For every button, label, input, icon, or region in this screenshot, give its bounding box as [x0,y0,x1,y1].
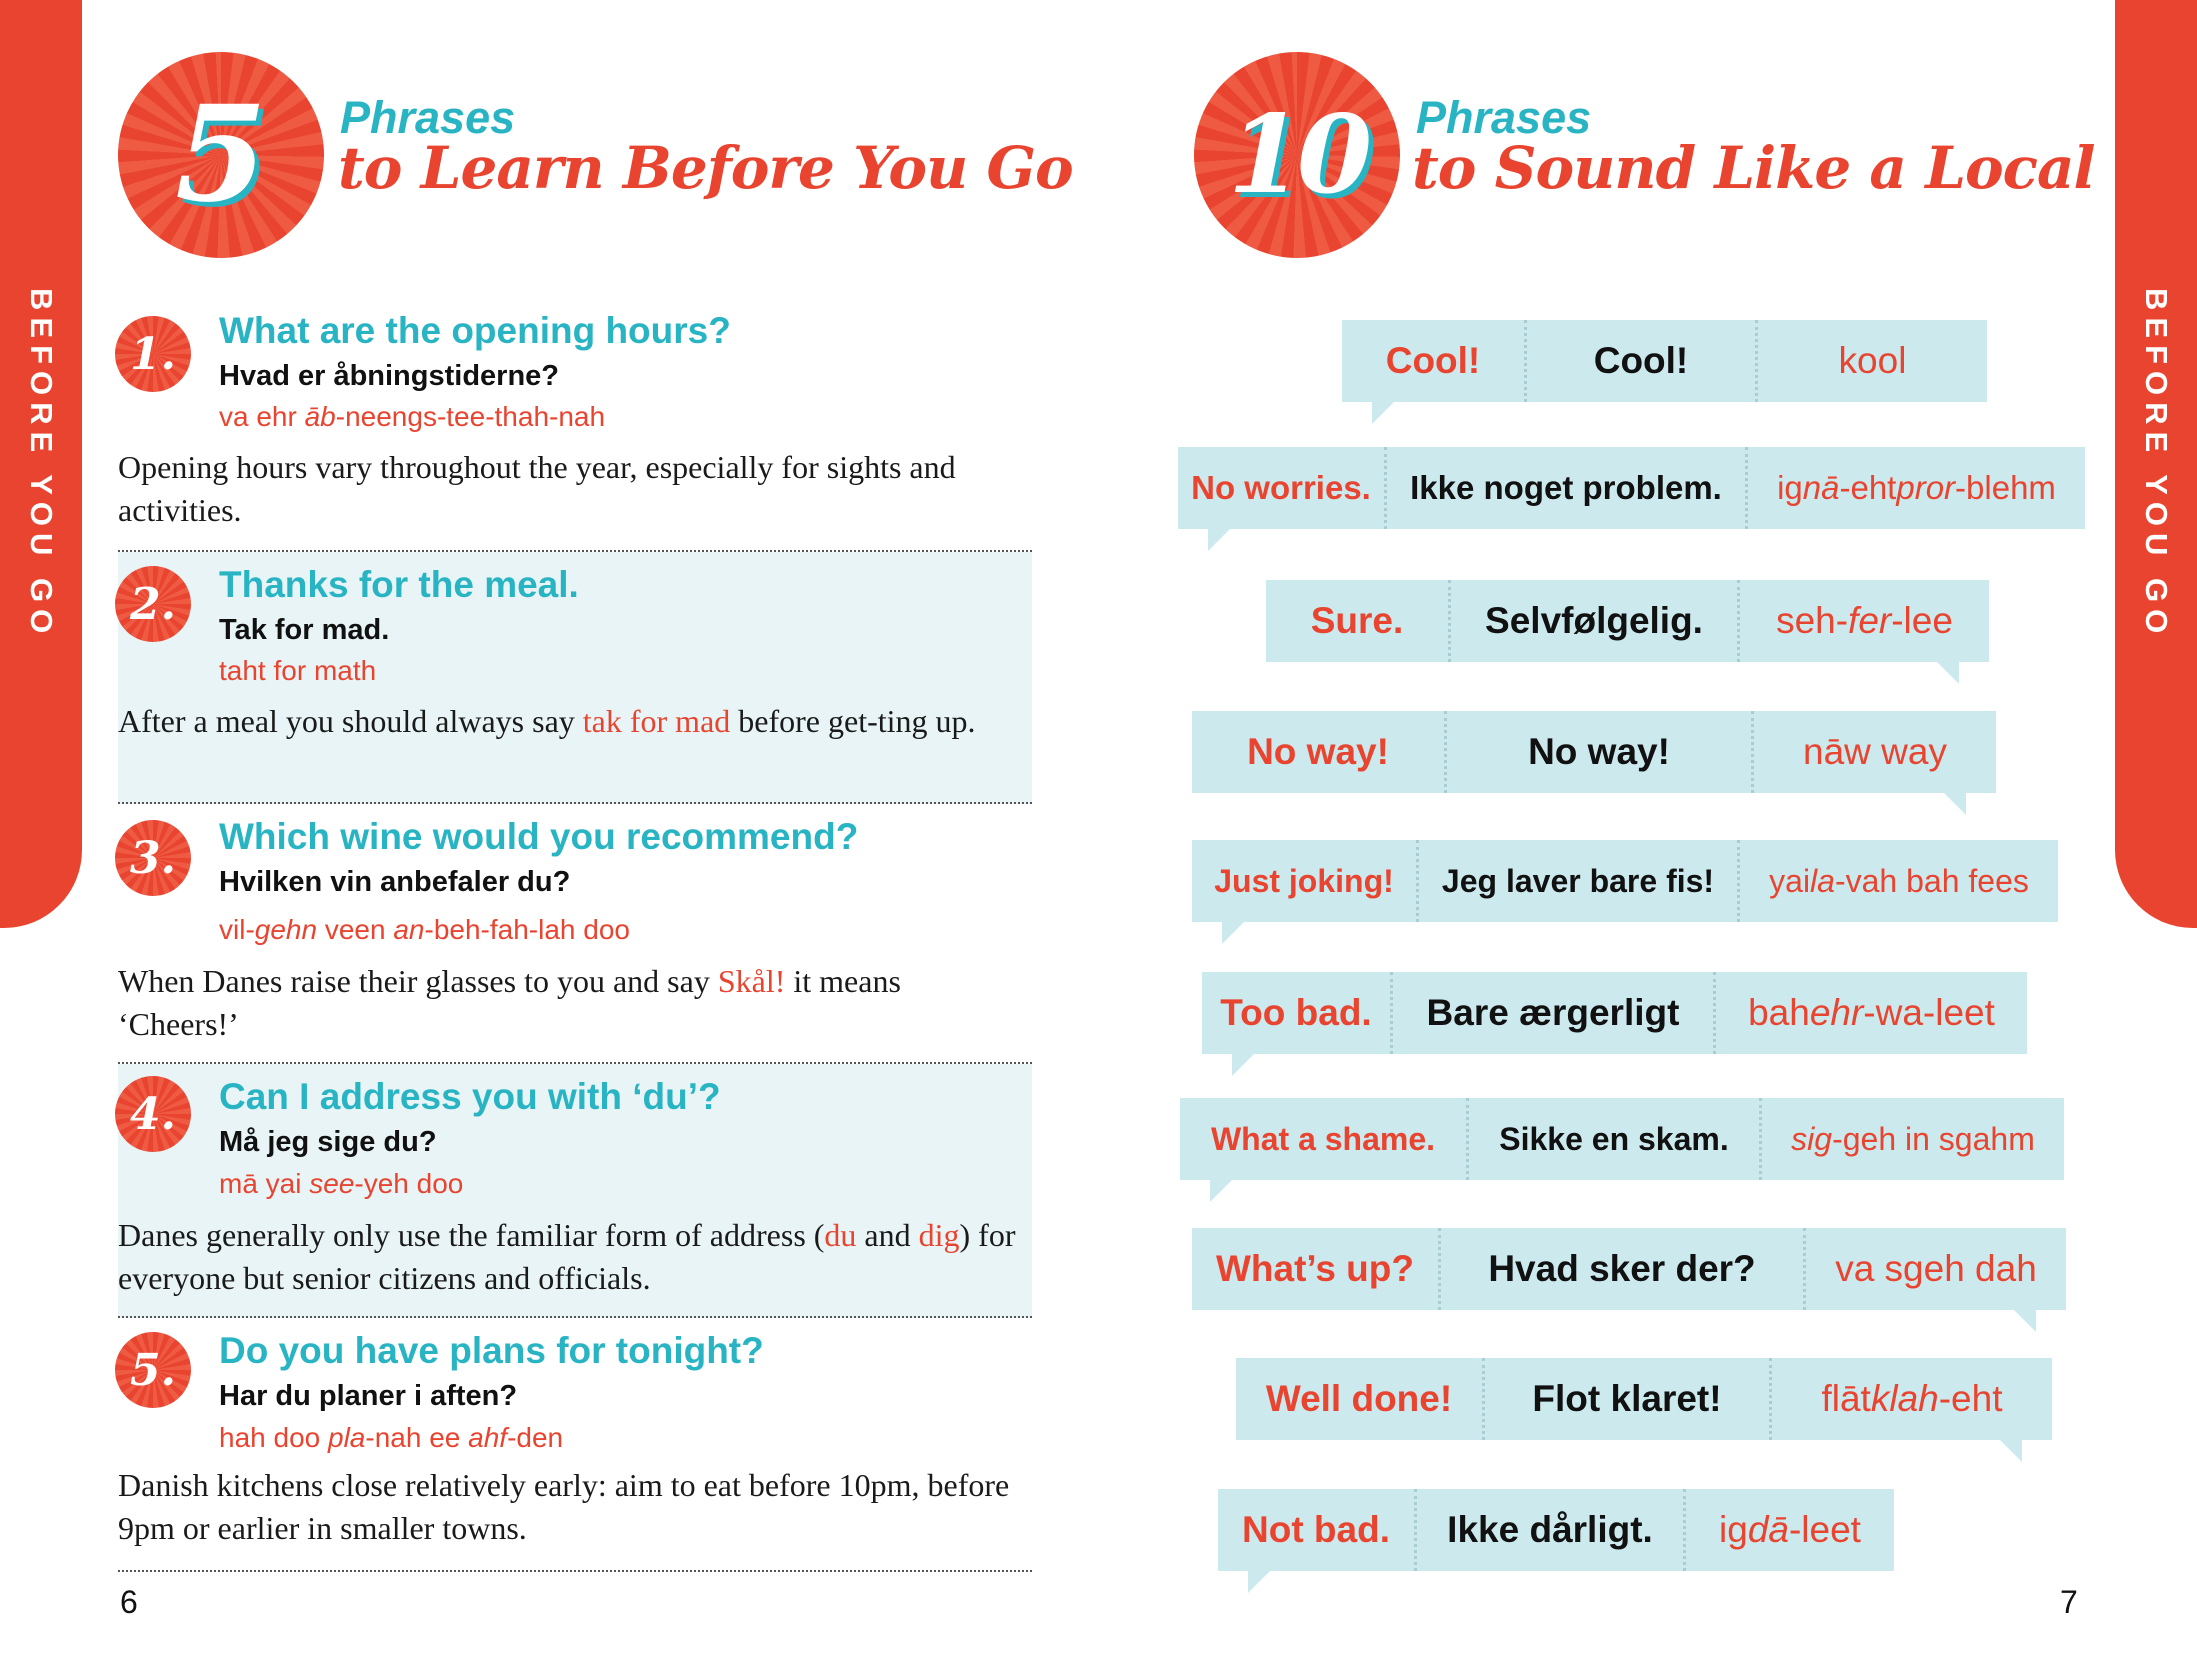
header-phrases-word: Phrases [1416,92,1592,143]
phrase-pronunciation: va ehr āb-neengs-tee-thah-nah [219,401,606,432]
bubble-danish: Flot klaret! [1482,1358,1772,1440]
bubble-english: No worries. [1191,469,1371,506]
number-badge: 1. [115,316,191,392]
phrase-english: Which wine would you recommend? [219,816,859,857]
bubble-danish: Cool! [1524,320,1758,402]
phrase-danish: Hvad er åbningstiderne? [219,360,560,392]
number-badge: 2. [115,566,191,642]
phrase-danish: Tak for mad. [219,614,390,646]
bubble-pronunciation: kool [1838,340,1907,381]
bubble-danish: Bare ærgerligt [1390,972,1716,1054]
bubble-danish: Selvfølgelig. [1448,580,1740,662]
phrase-item-2 [118,552,1032,804]
phrase-english: Thanks for the meal. [219,564,579,605]
phrase-note: Danish kitchens close relatively early: aim to eat before 10pm, before 9pm or earlier in smaller towns. [118,1467,1010,1546]
bubble-pronunciation: yai la -vah bah fees [1769,862,2029,899]
phrase-danish: Har du planer i aften? [219,1380,518,1412]
phrase-note: When Danes raise their glasses to you and say Skål! it means ‘Cheers!’ [118,963,901,1042]
bubble-english: Sure. [1310,600,1404,641]
phrase-note: After a meal you should always say tak for mad before get-ting up. [118,703,976,739]
bubble-danish: Hvad sker der? [1438,1228,1806,1310]
phrase-pronunciation: taht for math [219,655,377,686]
phrase-note: Opening hours vary throughout the year, especially for sights and activities. [118,449,956,528]
ten-badge [1194,52,1400,258]
number-badge: 4. [115,1076,191,1152]
bubble-danish: Ikke noget problem. [1384,447,1748,529]
speech-bubble-10 [1218,1489,1894,1571]
header-phrases-word: Phrases [340,92,516,143]
bubble-danish: No way! [1444,711,1754,793]
bubble-pronunciation: flāt klah -eht [1821,1378,2003,1419]
side-tab-right [2115,0,2197,928]
phrase-item-3 [118,804,1032,1064]
phrase-note: Danes generally only use the familiar form of address (du and dig) for everyone but senior citizens and officials. [118,1217,1016,1296]
phrase-english: Can I address you with ‘du’? [219,1076,721,1117]
bubble-pronunciation: nāw way [1803,731,1947,772]
speech-bubble-6 [1202,972,2027,1054]
speech-bubble-4 [1192,711,1996,793]
bubble-danish: Ikke dårligt. [1414,1489,1686,1571]
bubble-english: What a shame. [1210,1120,1436,1157]
side-label-left: BEFORE YOU GO [24,287,59,641]
page-number-right: 7 [2060,1584,2078,1620]
side-tab-left [0,0,82,928]
bubble-pronunciation: va sgeh dah [1835,1248,2037,1289]
bubble-danish: Sikke en skam. [1466,1098,1762,1180]
number-badge: 5. [115,1332,191,1408]
speech-bubble-5 [1192,840,2058,922]
phrase-item-5 [118,1318,1032,1572]
bubble-pronunciation: seh- fer -lee [1776,600,1953,641]
bubble-pronunciation: bah ehr -wa-leet [1748,992,1995,1033]
speech-bubble-2 [1178,447,2085,529]
speech-bubble-8 [1192,1228,2066,1310]
header-title: to Learn Before You Go [338,134,1073,202]
bubble-pronunciation: ig nā -eht pror -blehm [1777,469,2056,506]
speech-bubble-9 [1236,1358,2052,1440]
badge-number: 10 [1227,92,1367,218]
bubble-english: Not bad. [1242,1509,1390,1550]
phrase-english: What are the opening hours? [219,310,731,351]
badge-number: 5 [175,77,267,232]
phrase-item-1 [118,300,1032,552]
side-label-right: BEFORE YOU GO [2139,287,2174,641]
phrase-danish: Hvilken vin anbefaler du? [219,866,571,898]
number-badge: 3. [115,820,191,896]
bubble-english: Just joking! [1214,862,1394,899]
bubble-english: No way! [1247,731,1389,772]
bubble-english: What’s up? [1216,1248,1414,1289]
bubble-english: Well done! [1265,1378,1453,1419]
phrase-english: Do you have plans for tonight? [219,1330,764,1371]
phrase-pronunciation: hah doo pla-nah ee ahf-den [219,1422,564,1453]
phrase-item-4 [118,1064,1032,1318]
header-title: to Sound Like a Local [1412,134,2095,202]
speech-bubble-1 [1342,320,1987,402]
page-number-left: 6 [120,1584,138,1620]
speech-bubble-3 [1266,580,1989,662]
bubble-pronunciation: ig dā -leet [1719,1509,1861,1550]
bubble-danish: Jeg laver bare fis! [1416,840,1740,922]
phrase-danish: Må jeg sige du? [219,1126,437,1158]
phrase-pronunciation: vil-gehn veen an-beh-fah-lah doo [219,914,630,945]
bubble-pronunciation: sig -geh in sgahm [1791,1120,2035,1157]
phrase-pronunciation: mā yai see-yeh doo [219,1168,464,1199]
speech-bubble-7 [1180,1098,2064,1180]
bubble-english: Too bad. [1220,992,1372,1033]
bubble-english: Cool! [1385,340,1481,381]
five-badge [118,52,324,258]
